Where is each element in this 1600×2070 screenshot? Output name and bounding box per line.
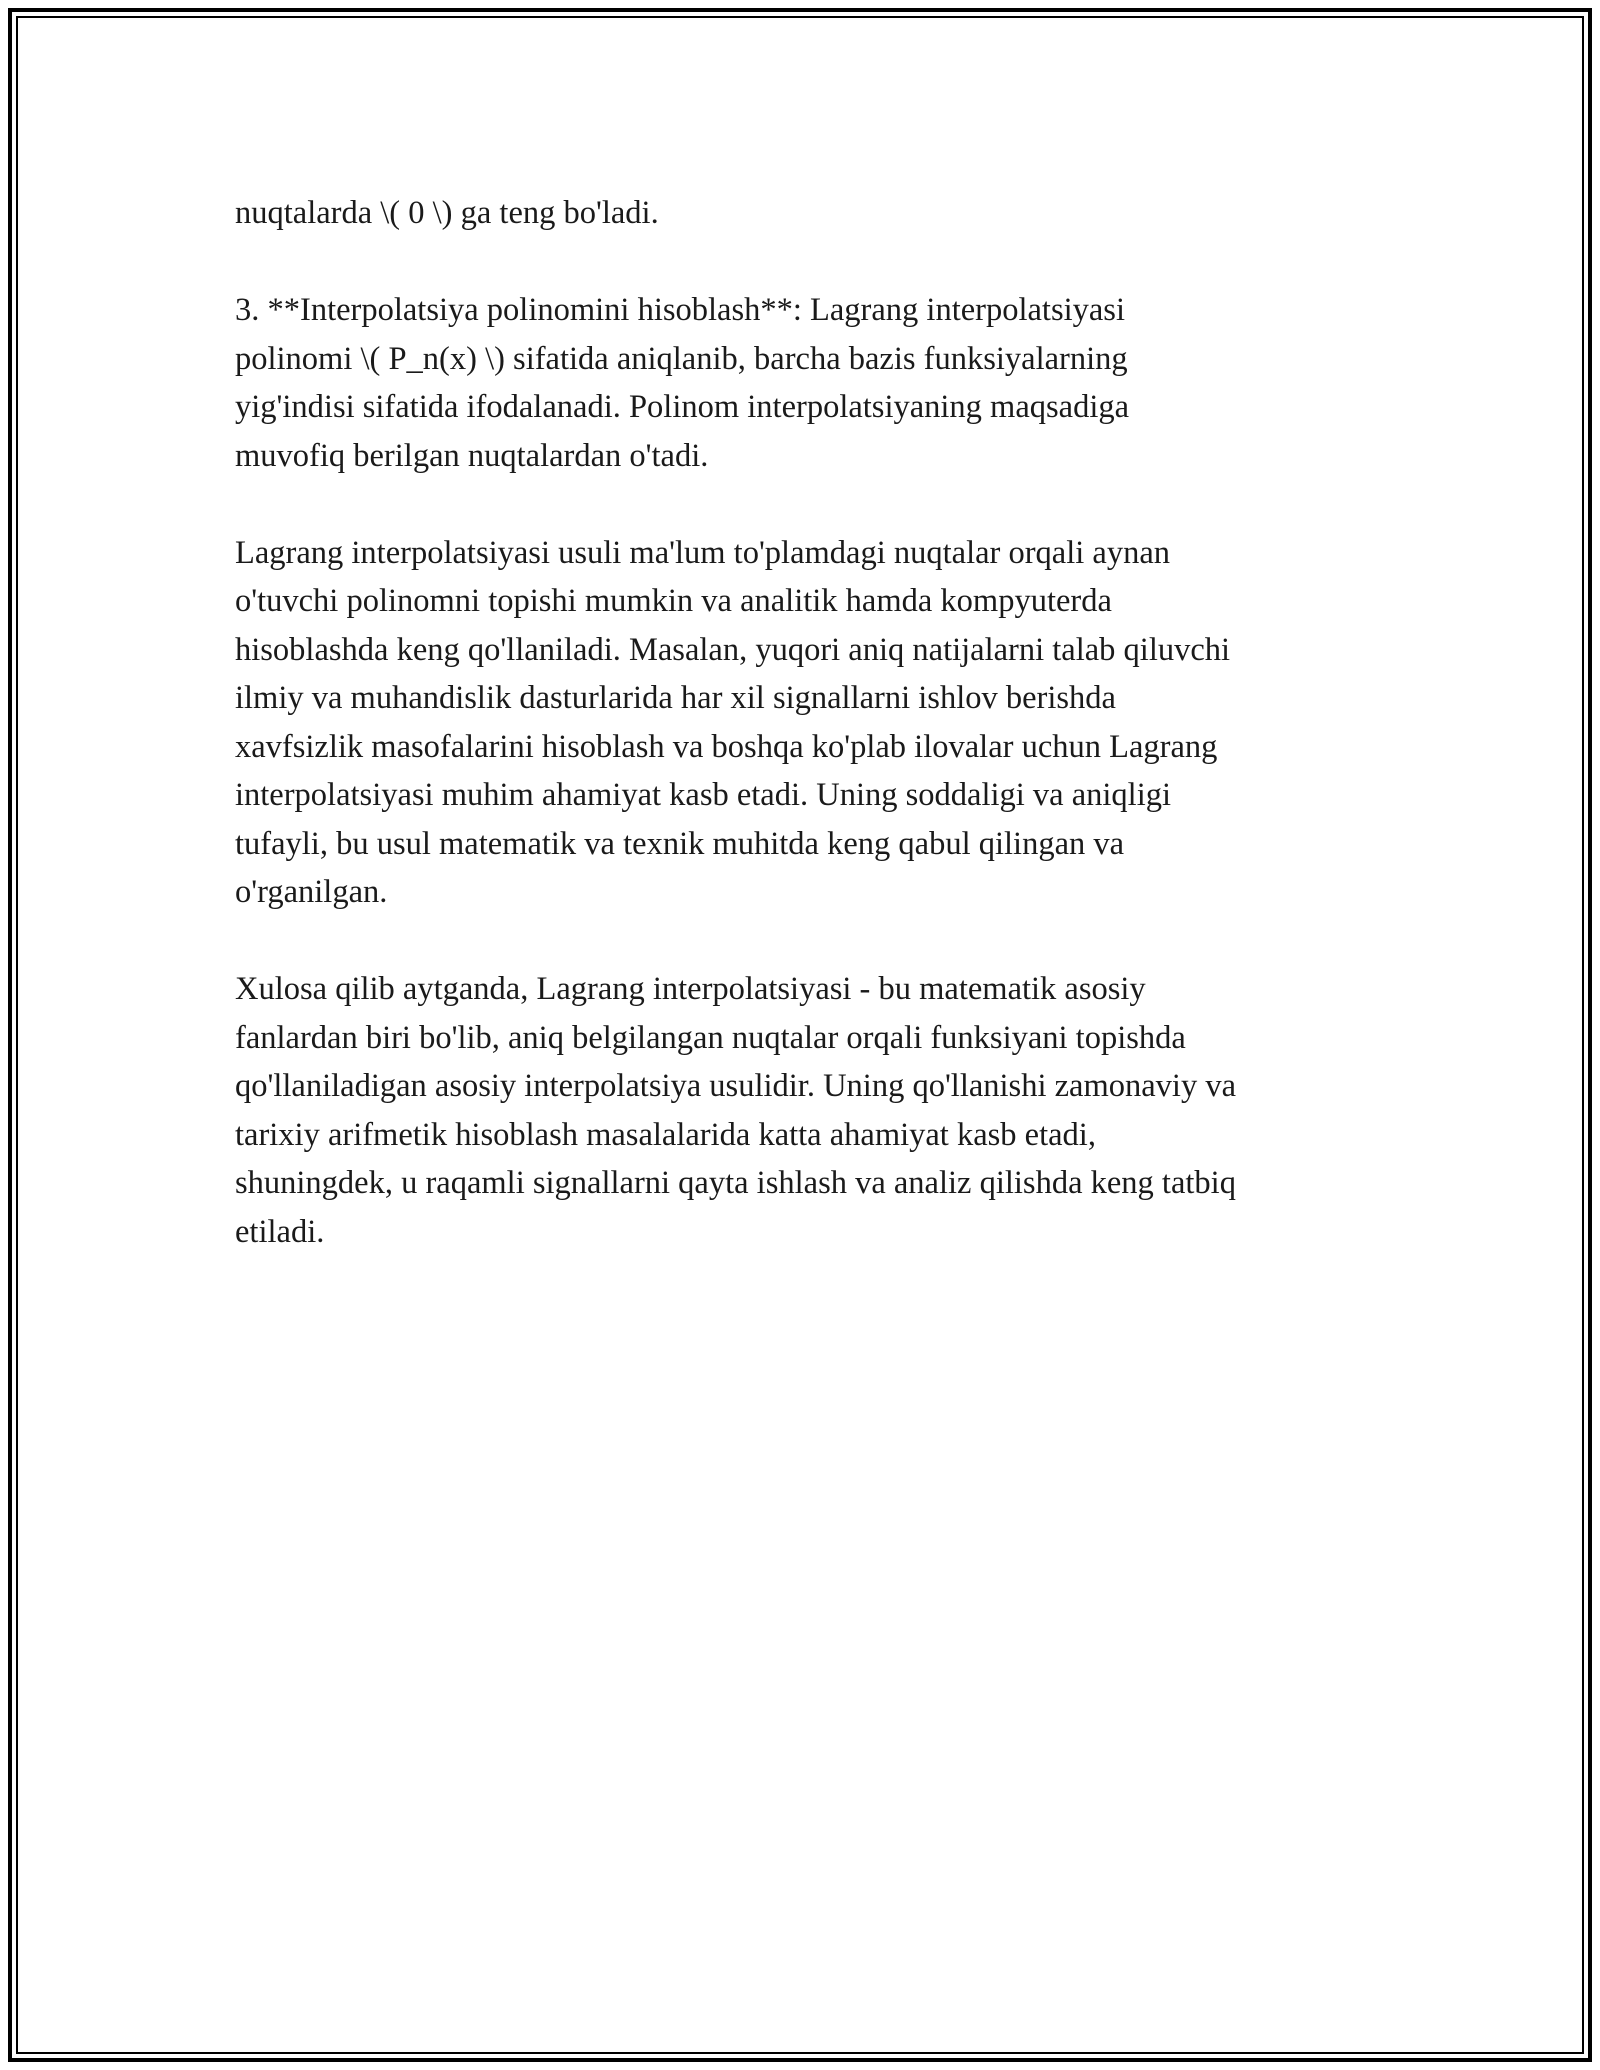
document-body (235, 189, 1395, 1305)
paragraph-applications: Lagrang interpolatsiyasi usuli ma'lum to'plamdagi nuqtalar orqali aynan o'tuvchi polinomni topishi mumkin va analitik hamda kompyuterda hisoblashda keng qo'llaniladi. Masalan, yuqori aniq natijalarni talab qiluvchi ilmiy va muhandislik dasturlarida har xil signallarni ishlov berishda xavfsizlik masofalarini hisoblash va boshqa ko'plab ilovalar uchun Lagrang interpolatsiyasi muhim ahamiyat kasb etadi. Uning soddaligi va aniqligi tufayli, bu usul matematik va texnik muhitda keng qabul qilingan va o'rganilgan. (235, 534, 1231, 910)
paragraph-continuation: nuqtalarda \( 0 \) ga teng bo'ladi. (235, 195, 659, 231)
paragraph-conclusion: Xulosa qilib aytganda, Lagrang interpolatsiyasi - bu matematik asosiy fanlardan biri bo'lib, aniq belgilangan nuqtalar orqali funksiyani topishda qo'llaniladigan asosiy interpolatsiya usulidir. Uning qo'llanishi zamonaviy va tarixiy arifmetik hisoblash masalalarida katta ahamiyat kasb etadi, shuningdek, u raqamli signallarni qayta ishlash va analiz qilishda keng tatbiq etiladi. (235, 971, 1236, 1250)
paragraph-step-3: 3. **Interpolatsiya polinomini hisoblash**: Lagrang interpolatsiyasi polinomi \( P_n(x) \) sifatida aniqlanib, barcha bazis funksiyalarning yig'indisi sifatida ifodalanadi. Polinom interpolatsiyaning maqsadiga muvofiq berilgan nuqtalardan o'tadi. (235, 292, 1130, 474)
